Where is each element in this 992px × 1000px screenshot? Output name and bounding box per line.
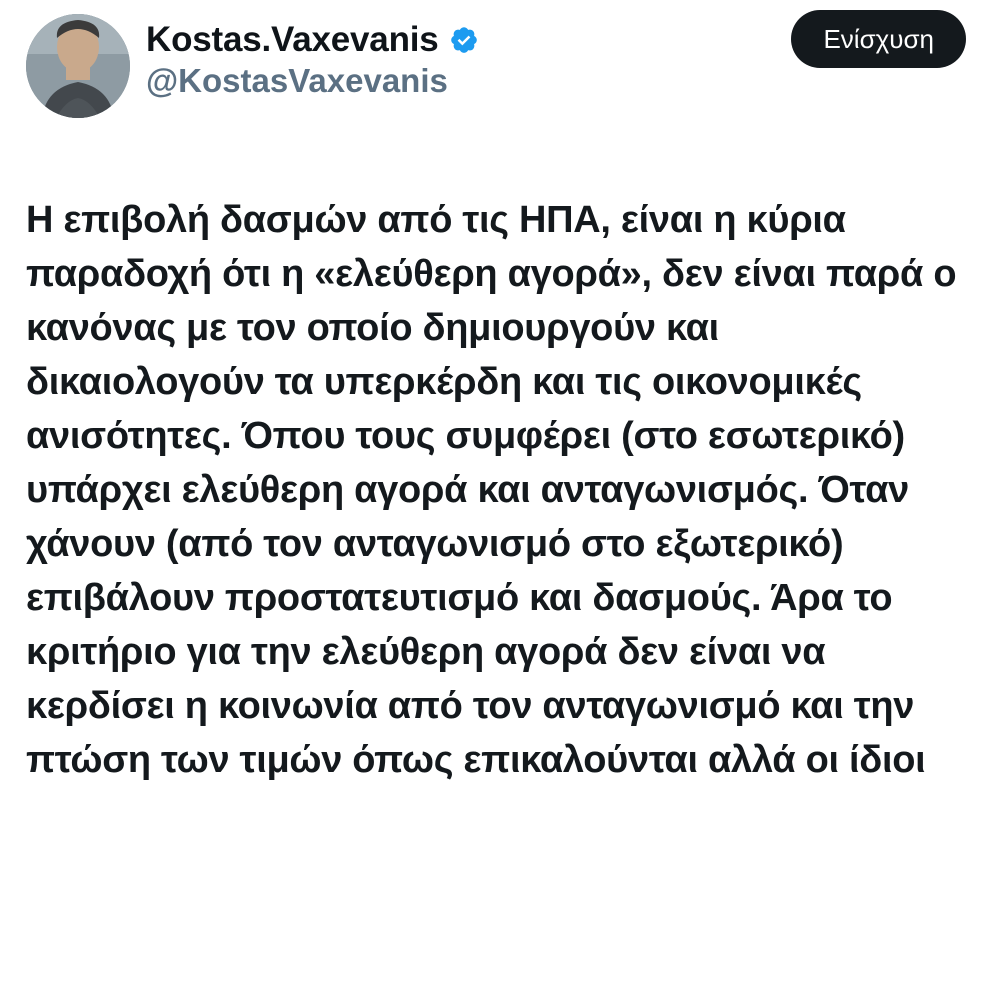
author-display-name[interactable]: Kostas.Vaxevanis — [146, 20, 439, 59]
post-text: Η επιβολή δασμών από τις ΗΠΑ, είναι η κύρια παραδοχή ότι η «ελεύθερη αγορά», δεν είναι παρά ο κανόνας με τον οποίο δημιουργούν και δικαιολογούν τα υπερκέρδη και τις οικονομικές ανισότητες. Όπου τους συμφέρει (στο εσωτερικό) υπάρχει ελεύθερη αγορά και ανταγωνισμός. Όταν χάνουν (από τον ανταγωνισμό στο εξωτερικό) επιβάλουν προστατευτισμό και δασμούς. Άρα το κριτήριο για την ελεύθερη αγορά δεν είναι να κερδίσει η κοινωνία από τον ανταγωνισμό και την πτώση των τιμών όπως επικαλούνται αλλά οι ίδιοι — [26, 199, 967, 781]
avatar[interactable] — [26, 14, 130, 118]
author-handle[interactable]: @KostasVaxevanis — [146, 62, 448, 99]
verified-badge-icon — [449, 25, 479, 55]
boost-button[interactable]: Ενίσχυση — [791, 10, 966, 68]
